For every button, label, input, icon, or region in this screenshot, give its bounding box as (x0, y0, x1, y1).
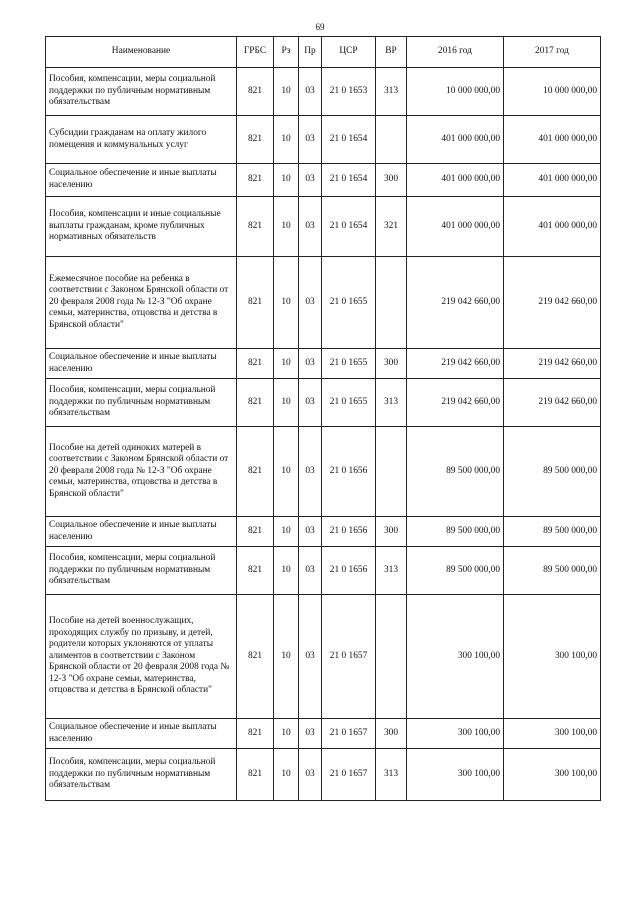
row-name: Пособия, компенсации, меры социальной поддержки по публичным нормативным обязательствам (46, 379, 237, 427)
row-name: Социальное обеспечение и иные выплаты населению (46, 349, 237, 379)
table-row (46, 427, 601, 517)
row-csr: 21 0 1656 (322, 517, 376, 547)
row-rz: 10 (274, 427, 299, 517)
row-amount-2016: 300 100,00 (407, 719, 504, 749)
row-rz: 10 (274, 749, 299, 801)
row-name: Пособия, компенсации, меры социальной поддержки по публичным нормативным обязательствам (46, 68, 237, 116)
table-row (46, 379, 601, 427)
row-grbs: 821 (237, 164, 274, 197)
row-amount-2017: 300 100,00 (504, 719, 601, 749)
row-amount-2017: 89 500 000,00 (504, 517, 601, 547)
row-amount-2016: 89 500 000,00 (407, 427, 504, 517)
header-rz: Рз (274, 37, 299, 68)
row-rz: 10 (274, 595, 299, 719)
row-amount-2016: 300 100,00 (407, 595, 504, 719)
header-vr: ВР (376, 37, 407, 68)
row-amount-2016: 300 100,00 (407, 749, 504, 801)
row-grbs: 821 (237, 68, 274, 116)
row-name: Социальное обеспечение и иные выплаты населению (46, 517, 237, 547)
table-row (46, 116, 601, 164)
row-csr: 21 0 1657 (322, 595, 376, 719)
row-vr: 313 (376, 547, 407, 595)
row-grbs: 821 (237, 719, 274, 749)
row-grbs: 821 (237, 427, 274, 517)
row-pr: 03 (299, 257, 322, 349)
row-name: Ежемесячное пособие на ребенка в соответствии с Законом Брянской области от 20 февраля 2008 года № 12-З "Об охране семьи, материнства, отцовства и детства в Брянской области" (46, 257, 237, 349)
row-pr: 03 (299, 349, 322, 379)
row-name: Пособия, компенсации и иные социальные выплаты гражданам, кроме публичных нормативных обязательств (46, 197, 237, 257)
row-amount-2017: 401 000 000,00 (504, 116, 601, 164)
row-vr: 313 (376, 749, 407, 801)
header-pr: Пр (299, 37, 322, 68)
row-name: Пособие на детей военнослужащих, проходящих службу по призыву, и детей, родители которых уклоняются от уплаты алиментов в соответствии с Законом Брянской области от 20 февраля 2008 года № 12-З "Об охране семьи, материнства, отцовства и детства в Брянской области" (46, 595, 237, 719)
header-csr: ЦСР (322, 37, 376, 68)
row-pr: 03 (299, 719, 322, 749)
table-row (46, 595, 601, 719)
row-name: Пособия, компенсации, меры социальной поддержки по публичным нормативным обязательствам (46, 547, 237, 595)
row-vr: 300 (376, 517, 407, 547)
table-row (46, 68, 601, 116)
row-grbs: 821 (237, 749, 274, 801)
header-name: Наименование (46, 37, 237, 68)
row-amount-2017: 300 100,00 (504, 595, 601, 719)
row-name: Социальное обеспечение и иные выплаты населению (46, 719, 237, 749)
row-pr: 03 (299, 379, 322, 427)
row-amount-2016: 401 000 000,00 (407, 197, 504, 257)
row-grbs: 821 (237, 517, 274, 547)
row-amount-2017: 10 000 000,00 (504, 68, 601, 116)
row-csr: 21 0 1655 (322, 379, 376, 427)
row-grbs: 821 (237, 547, 274, 595)
table-row (46, 719, 601, 749)
row-pr: 03 (299, 116, 322, 164)
row-rz: 10 (274, 116, 299, 164)
row-vr (376, 427, 407, 517)
table-row (46, 517, 601, 547)
row-grbs: 821 (237, 349, 274, 379)
row-pr: 03 (299, 547, 322, 595)
row-vr: 300 (376, 349, 407, 379)
row-grbs: 821 (237, 197, 274, 257)
row-pr: 03 (299, 197, 322, 257)
row-csr: 21 0 1657 (322, 749, 376, 801)
row-amount-2017: 89 500 000,00 (504, 427, 601, 517)
row-csr: 21 0 1656 (322, 427, 376, 517)
row-amount-2016: 401 000 000,00 (407, 116, 504, 164)
row-name: Социальное обеспечение и иные выплаты населению (46, 164, 237, 197)
row-amount-2017: 401 000 000,00 (504, 197, 601, 257)
row-rz: 10 (274, 197, 299, 257)
row-rz: 10 (274, 517, 299, 547)
row-amount-2017: 300 100,00 (504, 749, 601, 801)
row-pr: 03 (299, 749, 322, 801)
row-vr (376, 257, 407, 349)
header-year-2016: 2016 год (407, 37, 504, 68)
row-grbs: 821 (237, 595, 274, 719)
row-amount-2017: 219 042 660,00 (504, 257, 601, 349)
row-vr (376, 116, 407, 164)
row-csr: 21 0 1654 (322, 116, 376, 164)
row-amount-2017: 89 500 000,00 (504, 547, 601, 595)
row-vr: 321 (376, 197, 407, 257)
table-row (46, 197, 601, 257)
row-amount-2016: 89 500 000,00 (407, 517, 504, 547)
table-row (46, 257, 601, 349)
page-number: 69 (315, 22, 325, 32)
row-rz: 10 (274, 68, 299, 116)
row-vr: 300 (376, 164, 407, 197)
row-pr: 03 (299, 164, 322, 197)
row-amount-2016: 219 042 660,00 (407, 379, 504, 427)
row-pr: 03 (299, 427, 322, 517)
row-pr: 03 (299, 595, 322, 719)
table-header-row (46, 37, 601, 68)
table-row (46, 164, 601, 197)
row-name: Пособие на детей одиноких матерей в соответствии с Законом Брянской области от 20 февраля 2008 года № 12-З "Об охране семьи, материнства, отцовства и детства в Брянской области" (46, 427, 237, 517)
row-vr: 300 (376, 719, 407, 749)
row-amount-2017: 401 000 000,00 (504, 164, 601, 197)
row-rz: 10 (274, 719, 299, 749)
row-amount-2016: 219 042 660,00 (407, 257, 504, 349)
row-vr: 313 (376, 68, 407, 116)
row-amount-2017: 219 042 660,00 (504, 379, 601, 427)
row-pr: 03 (299, 517, 322, 547)
row-rz: 10 (274, 164, 299, 197)
header-grbs: ГРБС (237, 37, 274, 68)
row-rz: 10 (274, 257, 299, 349)
row-csr: 21 0 1654 (322, 197, 376, 257)
row-csr: 21 0 1656 (322, 547, 376, 595)
row-csr: 21 0 1657 (322, 719, 376, 749)
row-rz: 10 (274, 547, 299, 595)
row-csr: 21 0 1655 (322, 349, 376, 379)
row-rz: 10 (274, 349, 299, 379)
row-name: Субсидии гражданам на оплату жилого помещения и коммунальных услуг (46, 116, 237, 164)
table-row (46, 749, 601, 801)
header-year-2017: 2017 год (504, 37, 601, 68)
row-grbs: 821 (237, 116, 274, 164)
row-csr: 21 0 1653 (322, 68, 376, 116)
row-amount-2016: 89 500 000,00 (407, 547, 504, 595)
table-row (46, 349, 601, 379)
row-csr: 21 0 1654 (322, 164, 376, 197)
row-grbs: 821 (237, 257, 274, 349)
row-amount-2017: 219 042 660,00 (504, 349, 601, 379)
row-pr: 03 (299, 68, 322, 116)
budget-table (45, 36, 601, 801)
row-vr: 313 (376, 379, 407, 427)
row-name: Пособия, компенсации, меры социальной поддержки по публичным нормативным обязательствам (46, 749, 237, 801)
row-grbs: 821 (237, 379, 274, 427)
row-rz: 10 (274, 379, 299, 427)
table-row (46, 547, 601, 595)
row-amount-2016: 10 000 000,00 (407, 68, 504, 116)
row-csr: 21 0 1655 (322, 257, 376, 349)
row-amount-2016: 219 042 660,00 (407, 349, 504, 379)
row-vr (376, 595, 407, 719)
row-amount-2016: 401 000 000,00 (407, 164, 504, 197)
